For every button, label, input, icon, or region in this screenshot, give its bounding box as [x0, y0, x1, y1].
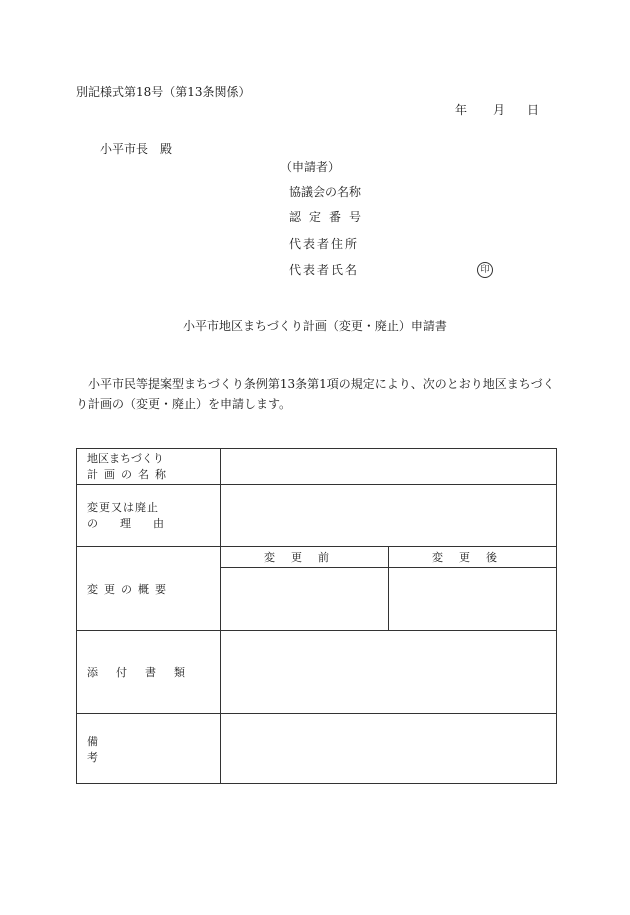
- reason-value[interactable]: [221, 485, 557, 547]
- after-header: [389, 547, 557, 568]
- summary-label-text: 変更の概要: [87, 582, 172, 596]
- plan-name-label-line2: 計画の名称: [87, 467, 172, 481]
- row-plan-name: [77, 449, 557, 485]
- reason-label: [77, 485, 221, 547]
- applicant-field-rep-address: 代表者住所: [289, 237, 360, 251]
- remarks-label: [77, 714, 221, 784]
- attachments-value[interactable]: [221, 631, 557, 714]
- after-value[interactable]: [389, 568, 557, 631]
- applicant-field-rep-name: 代表者氏名: [289, 263, 360, 277]
- date-day: 日: [527, 103, 540, 117]
- before-value[interactable]: [221, 568, 389, 631]
- attachments-label-text: 添付書類: [87, 666, 203, 679]
- form-number: 別記様式第18号（第13条関係）: [76, 85, 251, 99]
- date-month: 月: [493, 103, 506, 117]
- row-remarks: [77, 714, 557, 784]
- after-header-text: 変更後: [432, 551, 513, 564]
- applicant-field-cert-number: 認定番号: [289, 210, 370, 224]
- summary-label: [77, 547, 221, 631]
- date-year: 年: [455, 103, 468, 117]
- attachments-label: [77, 631, 221, 714]
- plan-name-value[interactable]: [221, 449, 557, 485]
- plan-name-label: [77, 449, 221, 485]
- seal-mark: 印: [477, 262, 493, 278]
- reason-label-line1: 変更又は廃止: [87, 500, 159, 514]
- row-reason: [77, 485, 557, 547]
- applicant-field-org-name: 協議会の名称: [289, 185, 362, 199]
- before-header: [221, 547, 389, 568]
- remarks-label-text: 備考: [87, 734, 166, 764]
- plan-name-label-line1: 地区まちづくり: [87, 451, 164, 465]
- application-table: [76, 448, 557, 784]
- addressee: 小平市長 殿: [100, 142, 173, 156]
- remarks-value[interactable]: [221, 714, 557, 784]
- row-summary-head: [77, 547, 557, 568]
- before-header-text: 変更前: [264, 551, 345, 564]
- body-paragraph: 小平市民等提案型まちづくり条例第13条第1項の規定により、次のとおり地区まちづくり計画の（変更・廃止）を申請します。: [76, 377, 555, 411]
- row-attachments: [77, 631, 557, 714]
- document-title: 小平市地区まちづくり計画（変更・廃止）申請書: [183, 319, 447, 333]
- applicant-heading: （申請者）: [280, 160, 341, 174]
- reason-label-line2: の理由: [87, 516, 186, 530]
